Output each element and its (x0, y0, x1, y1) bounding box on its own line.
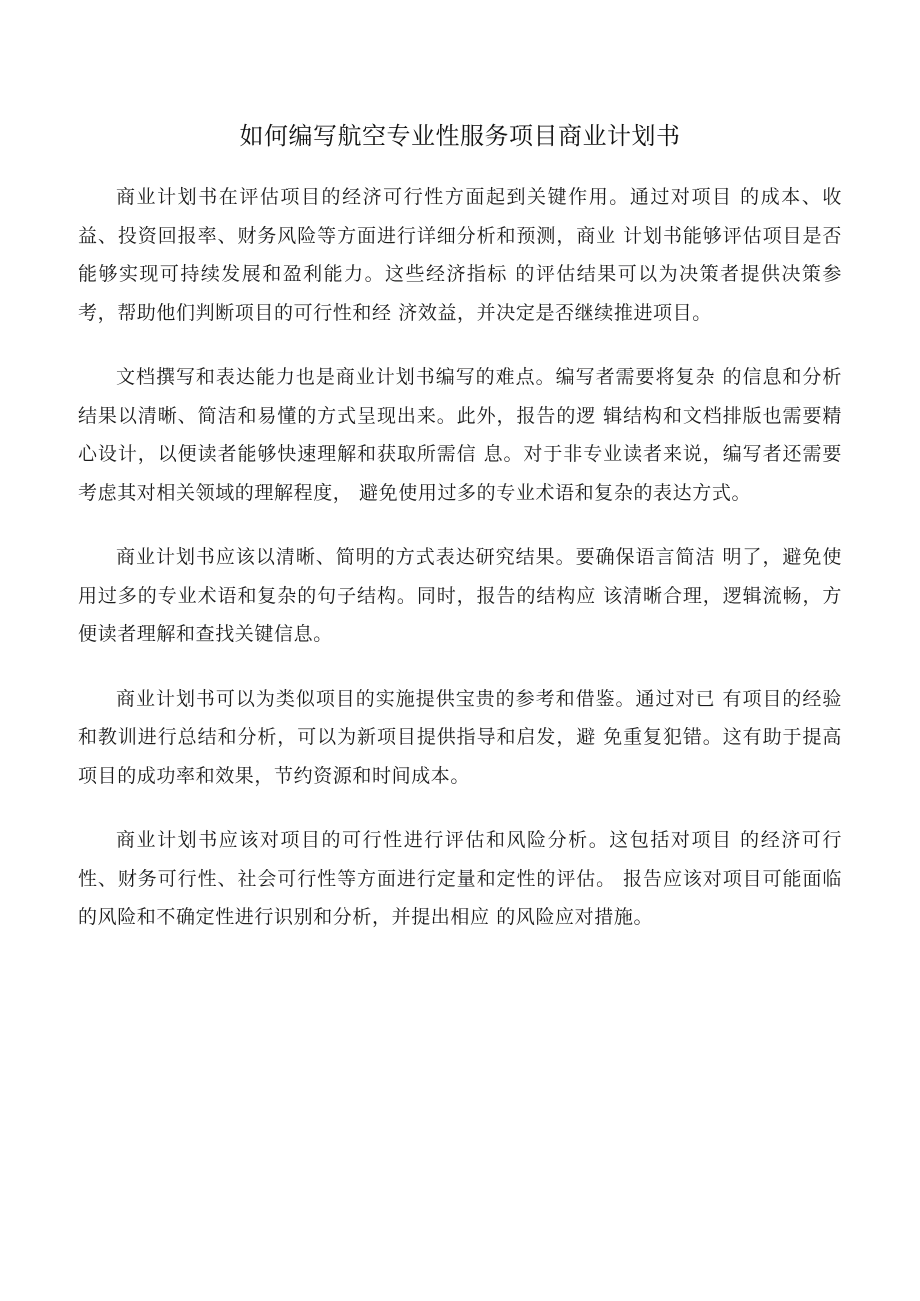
paragraph-1: 商业计划书在评估项目的经济可行性方面起到关键作用。通过对项目 的成本、收益、投资回报率、财务风险等方面进行详细分析和预测，商业 计划书能够评估项目是否能够实现可持续发展和盈利能力。这些经济指标 的评估结果可以为决策者提供决策参考，帮助他们判断项目的可行性和经 济效益，并决定是否继续推进项目。 (78, 186, 842, 324)
paragraph-2: 文档撰写和表达能力也是商业计划书编写的难点。编写者需要将复杂 的信息和分析结果以清晰、简洁和易懂的方式呈现出来。此外，报告的逻 辑结构和文档排版也需要精心设计，以便读者能够快速理解和获取所需信 息。对于非专业读者来说，编写者还需要考虑其对相关领域的理解程度， 避免使用过多的专业术语和复杂的表达方式。 (78, 366, 842, 504)
paragraph-5: 商业计划书应该对项目的可行性进行评估和风险分析。这包括对项目 的经济可行性、财务可行性、社会可行性等方面进行定量和定性的评估。 报告应该对项目可能面临的风险和不确定性进行识别和分析，并提出相应 的风险应对措施。 (78, 829, 842, 928)
paragraph-3: 商业计划书应该以清晰、简明的方式表达研究结果。要确保语言简洁 明了，避免使用过多的专业术语和复杂的句子结构。同时，报告的结构应 该清晰合理，逻辑流畅，方便读者理解和查找关键信息。 (78, 546, 842, 645)
paragraph-4: 商业计划书可以为类似项目的实施提供宝贵的参考和借鉴。通过对已 有项目的经验和教训进行总结和分析，可以为新项目提供指导和启发，避 免重复犯错。这有助于提高项目的成功率和效果，节约资源和时间成本。 (78, 687, 842, 787)
document-body (78, 178, 842, 963)
document-title: 如何编写航空专业性服务项目商业计划书 (239, 122, 681, 150)
